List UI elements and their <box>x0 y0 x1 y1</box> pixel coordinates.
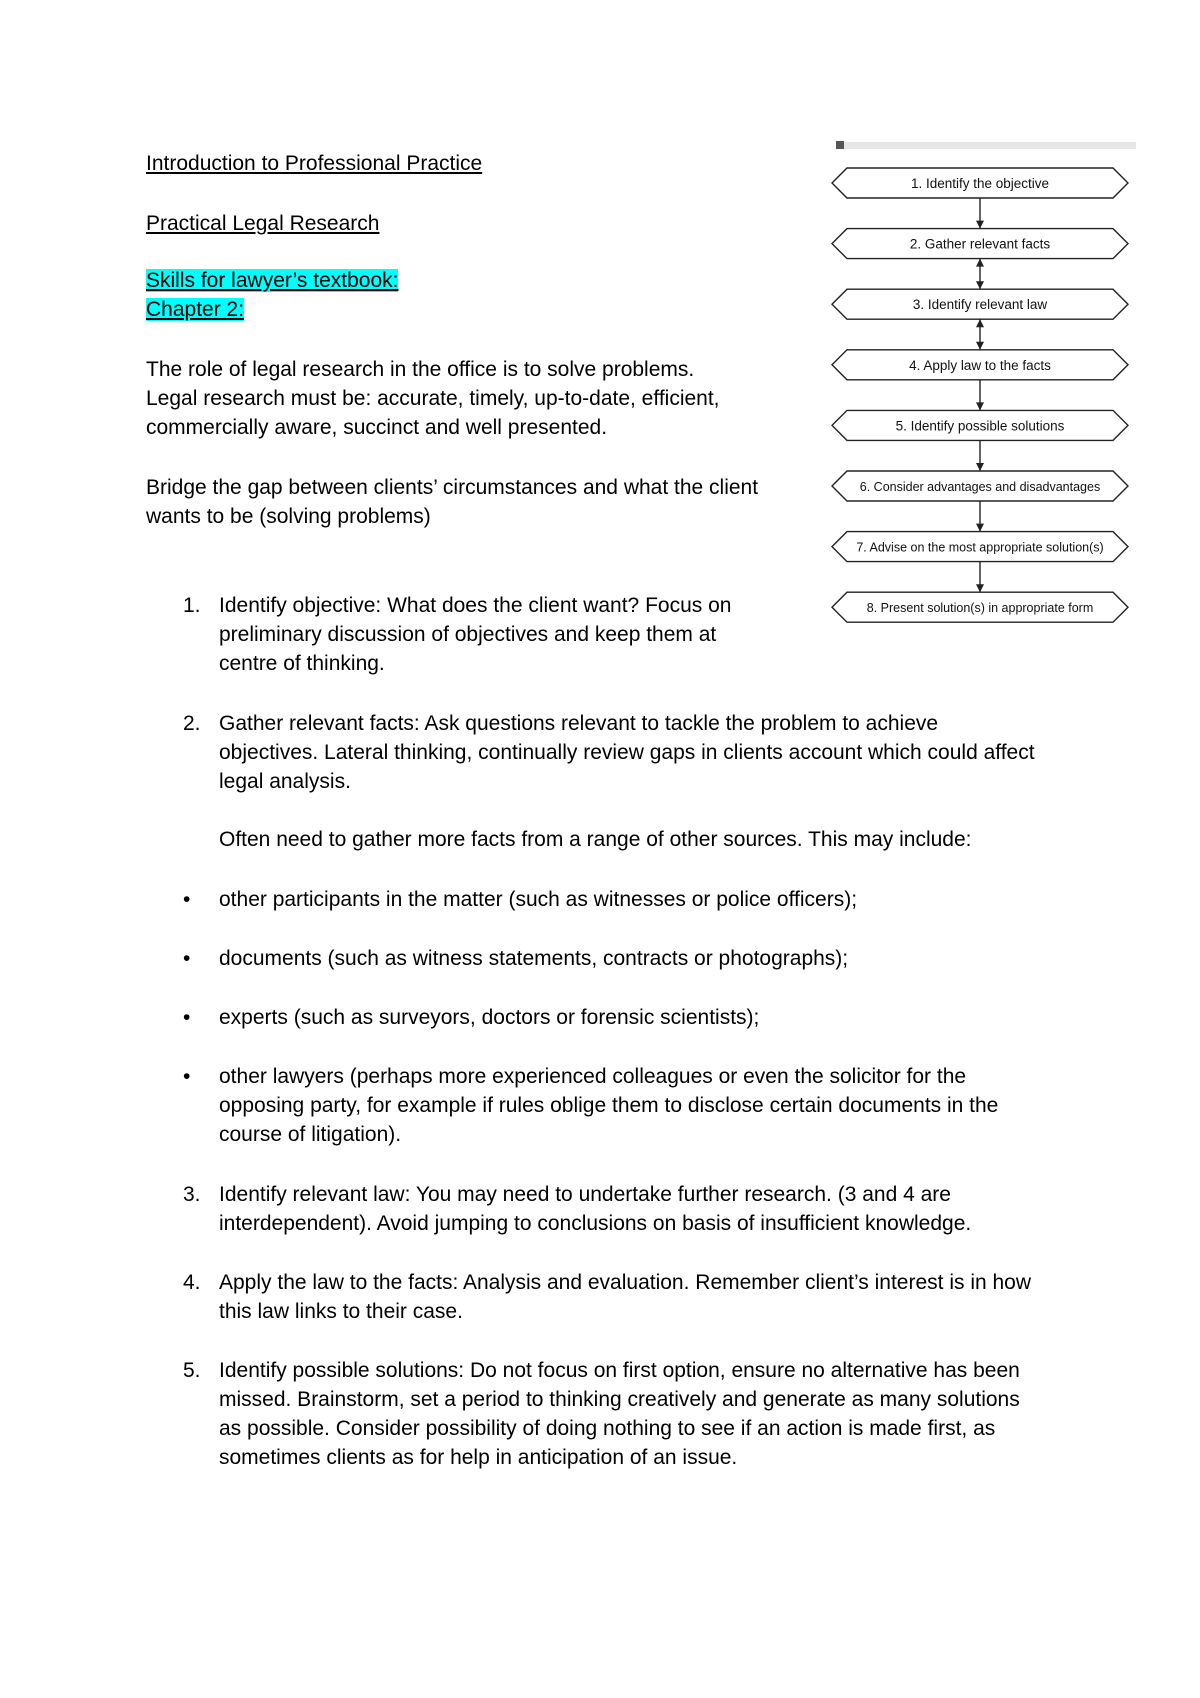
flowchart-step-7 <box>832 532 1128 562</box>
flowchart-step-4 <box>832 350 1128 380</box>
flowchart-step-label: 6. Consider advantages and disadvantages <box>859 480 1101 494</box>
flowchart-arrow <box>976 259 984 290</box>
bridge-paragraph: Bridge the gap between clients’ circumstances and what the client wants to be (solving problems) <box>146 476 759 528</box>
flowchart-step-label: 2. Gather relevant facts <box>909 236 1051 252</box>
flowchart-step-label: 1. Identify the objective <box>910 176 1050 191</box>
source-bullet: • other participants in the matter (such as witnesses or police officers); <box>183 885 1063 914</box>
flowchart-step-3 <box>832 289 1128 319</box>
step-text: Gather relevant facts: Ask questions relevant to tackle the problem to achieve objectives. Lateral thinking, continually review gaps in clients account which could affect legal analysis. <box>219 712 1035 793</box>
step-item-5: 5. Identify possible solutions: Do not focus on first option, ensure no alternative has been missed. Brainstorm, set a period to thinking creatively and generate as many solutions as possible. Consider possibility of doing nothing to see if an action is made first, as sometimes clients as for help in anticipation of an issue. <box>183 1356 1063 1472</box>
flowchart-step-1 <box>832 168 1128 198</box>
flowchart-arrow <box>976 440 984 471</box>
source-bullet: • experts (such as surveyors, doctors or forensic scientists); <box>183 1003 1063 1032</box>
source-bullet: • other lawyers (perhaps more experienced colleagues or even the solicitor for the opposing party, for example if rules oblige them to disclose certain documents in the course of litigation). <box>183 1062 1063 1149</box>
step-item-2: 2. Gather relevant facts: Ask questions relevant to tackle the problem to achieve objectives. Lateral thinking, continually review gaps in clients account which could affect legal analysis. Often need to gather more facts from a range of other sources. This may include: <box>183 709 1063 854</box>
textbook-reference <box>146 266 398 324</box>
intro-line-1: The role of legal research in the office is to solve problems. <box>146 358 695 381</box>
step-text: Apply the law to the facts: Analysis and evaluation. Remember client’s interest is in how this law links to their case. <box>219 1271 1032 1323</box>
flowchart-arrow <box>976 198 984 229</box>
flowchart-step-2 <box>832 229 1128 259</box>
flowchart-step-label: 4. Apply law to the facts <box>909 357 1051 373</box>
flowchart-url-bar <box>836 142 1136 149</box>
document-subtitle: Practical Legal Research <box>146 212 380 235</box>
flowchart-step-6 <box>832 471 1128 501</box>
intro-paragraph <box>146 355 786 442</box>
step-text: Identify possible solutions: Do not focus on first option, ensure no alternative has been missed. Brainstorm, set a period to thinking creatively and generate as many solutions as possible. Consider possibility of doing nothing to see if an action is made first, as sometimes clients as for help in anticipation of an issue. <box>219 1359 1020 1469</box>
flowchart-step-label: 7. Advise on the most appropriate solution(s) <box>856 540 1104 555</box>
flowchart-arrow <box>976 562 984 593</box>
flowchart-browser-icon <box>836 141 844 149</box>
step-text: Identify relevant law: You may need to undertake further research. (3 and 4 are interdependent). Avoid jumping to conclusions on basis of insufficient knowledge. <box>219 1183 972 1235</box>
flowchart-step-label: 3. Identify relevant law <box>912 297 1048 313</box>
step-text: Identify objective: What does the client want? Focus on preliminary discussion of objectives and keep them at centre of thinking. <box>219 594 732 675</box>
step-item-4: 4. Apply the law to the facts: Analysis and evaluation. Remember client’s interest is in how this law links to their case. <box>183 1268 1063 1326</box>
flowchart-arrow <box>976 380 984 411</box>
step-item-3: 3. Identify relevant law: You may need to undertake further research. (3 and 4 are interdependent). Avoid jumping to conclusions on basis of insufficient knowledge. <box>183 1180 1063 1238</box>
textbook-label: Skills for lawyer’s textbook: <box>146 269 399 292</box>
flowchart-arrow <box>976 501 984 532</box>
flowchart-step-label: 5. Identify possible solutions <box>895 418 1065 434</box>
step-item-1: 1. Identify objective: What does the client want? Focus on preliminary discussion of objectives and keep them at centre of thinking. <box>183 591 1063 678</box>
flowchart-arrow <box>976 319 984 350</box>
intro-line-2: Legal research must be: accurate, timely, up-to-date, efficient, commercially aware, succinct and well presented. <box>146 387 720 439</box>
bullet-icon: • <box>183 1006 191 1029</box>
flowchart-step-label: 8. Present solution(s) in appropriate form <box>866 601 1094 616</box>
step-extra-text: Often need to gather more facts from a range of other sources. This may include: <box>219 828 972 851</box>
source-bullet: • documents (such as witness statements, contracts or photographs); <box>183 944 1063 973</box>
bullet-icon: • <box>183 947 191 970</box>
bullet-icon: • <box>183 1065 191 1088</box>
flowchart-step-5 <box>832 410 1128 440</box>
research-process-flowchart <box>820 138 1138 638</box>
chapter-label: Chapter 2: <box>146 298 245 321</box>
bullet-icon: • <box>183 888 191 911</box>
document-title: Introduction to Professional Practice <box>146 152 483 175</box>
